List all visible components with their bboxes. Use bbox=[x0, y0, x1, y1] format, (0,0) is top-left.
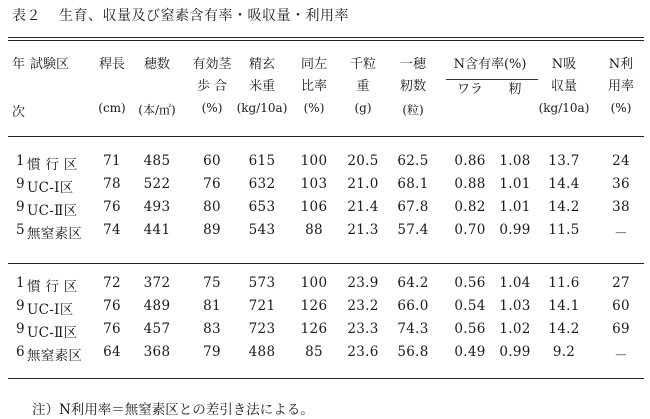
value-cell: 488 bbox=[248, 344, 276, 360]
value-cell: 1.08 bbox=[499, 153, 531, 169]
footnote: 注）N利用率＝無窒素区との差引き法による。 bbox=[32, 402, 314, 418]
n-content-underline bbox=[446, 79, 538, 80]
value-cell: 543 bbox=[248, 222, 276, 238]
value-cell: － bbox=[614, 226, 628, 242]
value-cell: 14.1 bbox=[548, 298, 580, 314]
value-cell: 0.99 bbox=[499, 222, 531, 238]
value-cell: 372 bbox=[143, 275, 171, 291]
header-col-2: 稈長 bbox=[98, 57, 126, 72]
header-col-11: N利 bbox=[608, 57, 634, 72]
header-sub-0: 歩 合 bbox=[196, 79, 228, 94]
value-cell: 36 bbox=[612, 176, 630, 192]
value-cell: 1.03 bbox=[499, 298, 531, 314]
header-sub-3: 重 bbox=[356, 79, 370, 94]
header-sub-6: 用率 bbox=[607, 79, 635, 94]
year-cell: 5 bbox=[16, 222, 25, 238]
value-cell: 441 bbox=[143, 222, 171, 238]
year-cell: 9 bbox=[16, 321, 25, 337]
table-caption: 生育、収量及び窒素含有率・吸収量・利用率 bbox=[59, 8, 349, 24]
header-year: 年 bbox=[12, 57, 26, 72]
value-cell: 0.56 bbox=[454, 321, 486, 337]
value-cell: 0.54 bbox=[454, 298, 486, 314]
value-cell: 68.1 bbox=[397, 176, 429, 192]
value-cell: 1.01 bbox=[499, 176, 531, 192]
value-cell: 76 bbox=[203, 176, 221, 192]
value-cell: 0.86 bbox=[454, 153, 486, 169]
top-rule bbox=[8, 37, 644, 41]
header-unit-7: (kg/10a) bbox=[538, 101, 590, 115]
value-cell: 0.49 bbox=[454, 344, 486, 360]
value-cell: 573 bbox=[248, 275, 276, 291]
value-cell: 72 bbox=[103, 275, 121, 291]
value-cell: 723 bbox=[248, 321, 276, 337]
year-cell: 9 bbox=[16, 199, 25, 215]
header-col-6: 同左 bbox=[300, 57, 328, 72]
header-col-5: 精玄 bbox=[248, 57, 276, 72]
header-col-4: 有効茎 bbox=[192, 57, 232, 72]
header-col-7: 千粒 bbox=[349, 57, 377, 72]
value-cell: 27 bbox=[612, 275, 630, 291]
value-cell: 79 bbox=[203, 344, 221, 360]
year-cell: 9 bbox=[16, 176, 25, 192]
value-cell: 0.88 bbox=[454, 176, 486, 192]
value-cell: 56.8 bbox=[397, 344, 429, 360]
value-cell: 100 bbox=[300, 153, 328, 169]
header-plot: 試験区 bbox=[30, 57, 70, 72]
value-cell: 1.01 bbox=[499, 199, 531, 215]
value-cell: 76 bbox=[103, 298, 121, 314]
value-cell: 38 bbox=[612, 199, 630, 215]
value-cell: 126 bbox=[300, 321, 328, 337]
header-col-3: 穂数 bbox=[143, 57, 171, 72]
value-cell: 21.4 bbox=[347, 199, 379, 215]
value-cell: 0.70 bbox=[454, 222, 486, 238]
value-cell: 60 bbox=[203, 153, 221, 169]
value-cell: 74.3 bbox=[397, 321, 429, 337]
year-cell: 1 bbox=[16, 275, 25, 291]
value-cell: 0.56 bbox=[454, 275, 486, 291]
value-cell: 100 bbox=[300, 275, 328, 291]
value-cell: 67.8 bbox=[397, 199, 429, 215]
plot-cell: UC-Ⅰ区 bbox=[27, 302, 74, 318]
header-year-cont: 次 bbox=[12, 105, 26, 120]
value-cell: 69 bbox=[612, 321, 630, 337]
header-unit-8: (%) bbox=[610, 101, 632, 115]
value-cell: 103 bbox=[300, 176, 328, 192]
header-unit-6: (粒) bbox=[402, 103, 424, 117]
value-cell: 85 bbox=[305, 344, 323, 360]
year-cell: 1 bbox=[16, 153, 25, 169]
header-unit-0: (cm) bbox=[98, 101, 126, 115]
value-cell: 11.6 bbox=[548, 275, 580, 291]
plot-cell: 慣 行 区 bbox=[27, 279, 78, 295]
value-cell: 88 bbox=[305, 222, 323, 238]
header-unit-1: (本/㎡) bbox=[138, 103, 176, 117]
value-cell: 76 bbox=[103, 199, 121, 215]
value-cell: 493 bbox=[143, 199, 171, 215]
header-unit-2: (%) bbox=[201, 101, 223, 115]
value-cell: 632 bbox=[248, 176, 276, 192]
value-cell: 75 bbox=[203, 275, 221, 291]
year-cell: 9 bbox=[16, 298, 25, 314]
value-cell: 20.5 bbox=[347, 153, 379, 169]
value-cell: 89 bbox=[203, 222, 221, 238]
value-cell: 0.82 bbox=[454, 199, 486, 215]
value-cell: 64.2 bbox=[397, 275, 429, 291]
header-col-9: N含有率(%) bbox=[453, 57, 527, 72]
header-col-8: 一穂 bbox=[399, 57, 427, 72]
plot-cell: UC-Ⅱ区 bbox=[27, 203, 78, 219]
value-cell: 615 bbox=[248, 153, 276, 169]
value-cell: 74 bbox=[103, 222, 121, 238]
value-cell: 21.0 bbox=[347, 176, 379, 192]
header-sub-5: 収量 bbox=[550, 79, 578, 94]
value-cell: 14.4 bbox=[548, 176, 580, 192]
value-cell: 126 bbox=[300, 298, 328, 314]
value-cell: 489 bbox=[143, 298, 171, 314]
group-rule bbox=[8, 263, 644, 264]
value-cell: 106 bbox=[300, 199, 328, 215]
value-cell: 1.04 bbox=[499, 275, 531, 291]
value-cell: 9.2 bbox=[552, 344, 576, 360]
bottom-rule bbox=[8, 378, 644, 379]
value-cell: 60 bbox=[612, 298, 630, 314]
value-cell: 23.3 bbox=[347, 321, 379, 337]
value-cell: 80 bbox=[203, 199, 221, 215]
value-cell: 368 bbox=[143, 344, 171, 360]
value-cell: 83 bbox=[203, 321, 221, 337]
header-unit-5: (g) bbox=[354, 101, 372, 115]
value-cell: 71 bbox=[103, 153, 121, 169]
value-cell: 24 bbox=[612, 153, 630, 169]
plot-cell: UC-Ⅰ区 bbox=[27, 180, 74, 196]
value-cell: 23.2 bbox=[347, 298, 379, 314]
header-unit-3: (kg/10a) bbox=[236, 101, 288, 115]
value-cell: 81 bbox=[203, 298, 221, 314]
value-cell: 14.2 bbox=[548, 199, 580, 215]
year-cell: 6 bbox=[16, 344, 25, 360]
plot-cell: UC-Ⅱ区 bbox=[27, 325, 78, 341]
header-sub-2: 比率 bbox=[300, 79, 328, 94]
value-cell: 64 bbox=[103, 344, 121, 360]
plot-cell: 無窒素区 bbox=[27, 348, 83, 364]
value-cell: 66.0 bbox=[397, 298, 429, 314]
header-rule bbox=[8, 136, 644, 137]
header-col-10: N吸 bbox=[551, 57, 577, 72]
header-n-straw: ワラ bbox=[456, 82, 484, 97]
table-title bbox=[12, 5, 349, 25]
value-cell: 62.5 bbox=[397, 153, 429, 169]
value-cell: 57.4 bbox=[397, 222, 429, 238]
header-unit-4: (%) bbox=[303, 101, 325, 115]
value-cell: 522 bbox=[143, 176, 171, 192]
value-cell: － bbox=[614, 348, 628, 364]
value-cell: 21.3 bbox=[347, 222, 379, 238]
header-sub-1: 米重 bbox=[248, 79, 276, 94]
plot-cell: 慣 行 区 bbox=[27, 157, 78, 173]
header-n-grain: 籾 bbox=[508, 82, 522, 97]
value-cell: 23.6 bbox=[347, 344, 379, 360]
value-cell: 13.7 bbox=[548, 153, 580, 169]
value-cell: 23.9 bbox=[347, 275, 379, 291]
value-cell: 11.5 bbox=[548, 222, 580, 238]
header-sub-4: 籾数 bbox=[399, 79, 427, 94]
value-cell: 721 bbox=[248, 298, 276, 314]
value-cell: 78 bbox=[103, 176, 121, 192]
table-number: 表２ bbox=[12, 8, 41, 24]
value-cell: 457 bbox=[143, 321, 171, 337]
value-cell: 1.02 bbox=[499, 321, 531, 337]
value-cell: 14.2 bbox=[548, 321, 580, 337]
value-cell: 0.99 bbox=[499, 344, 531, 360]
value-cell: 76 bbox=[103, 321, 121, 337]
value-cell: 485 bbox=[143, 153, 171, 169]
plot-cell: 無窒素区 bbox=[27, 226, 83, 242]
value-cell: 653 bbox=[248, 199, 276, 215]
